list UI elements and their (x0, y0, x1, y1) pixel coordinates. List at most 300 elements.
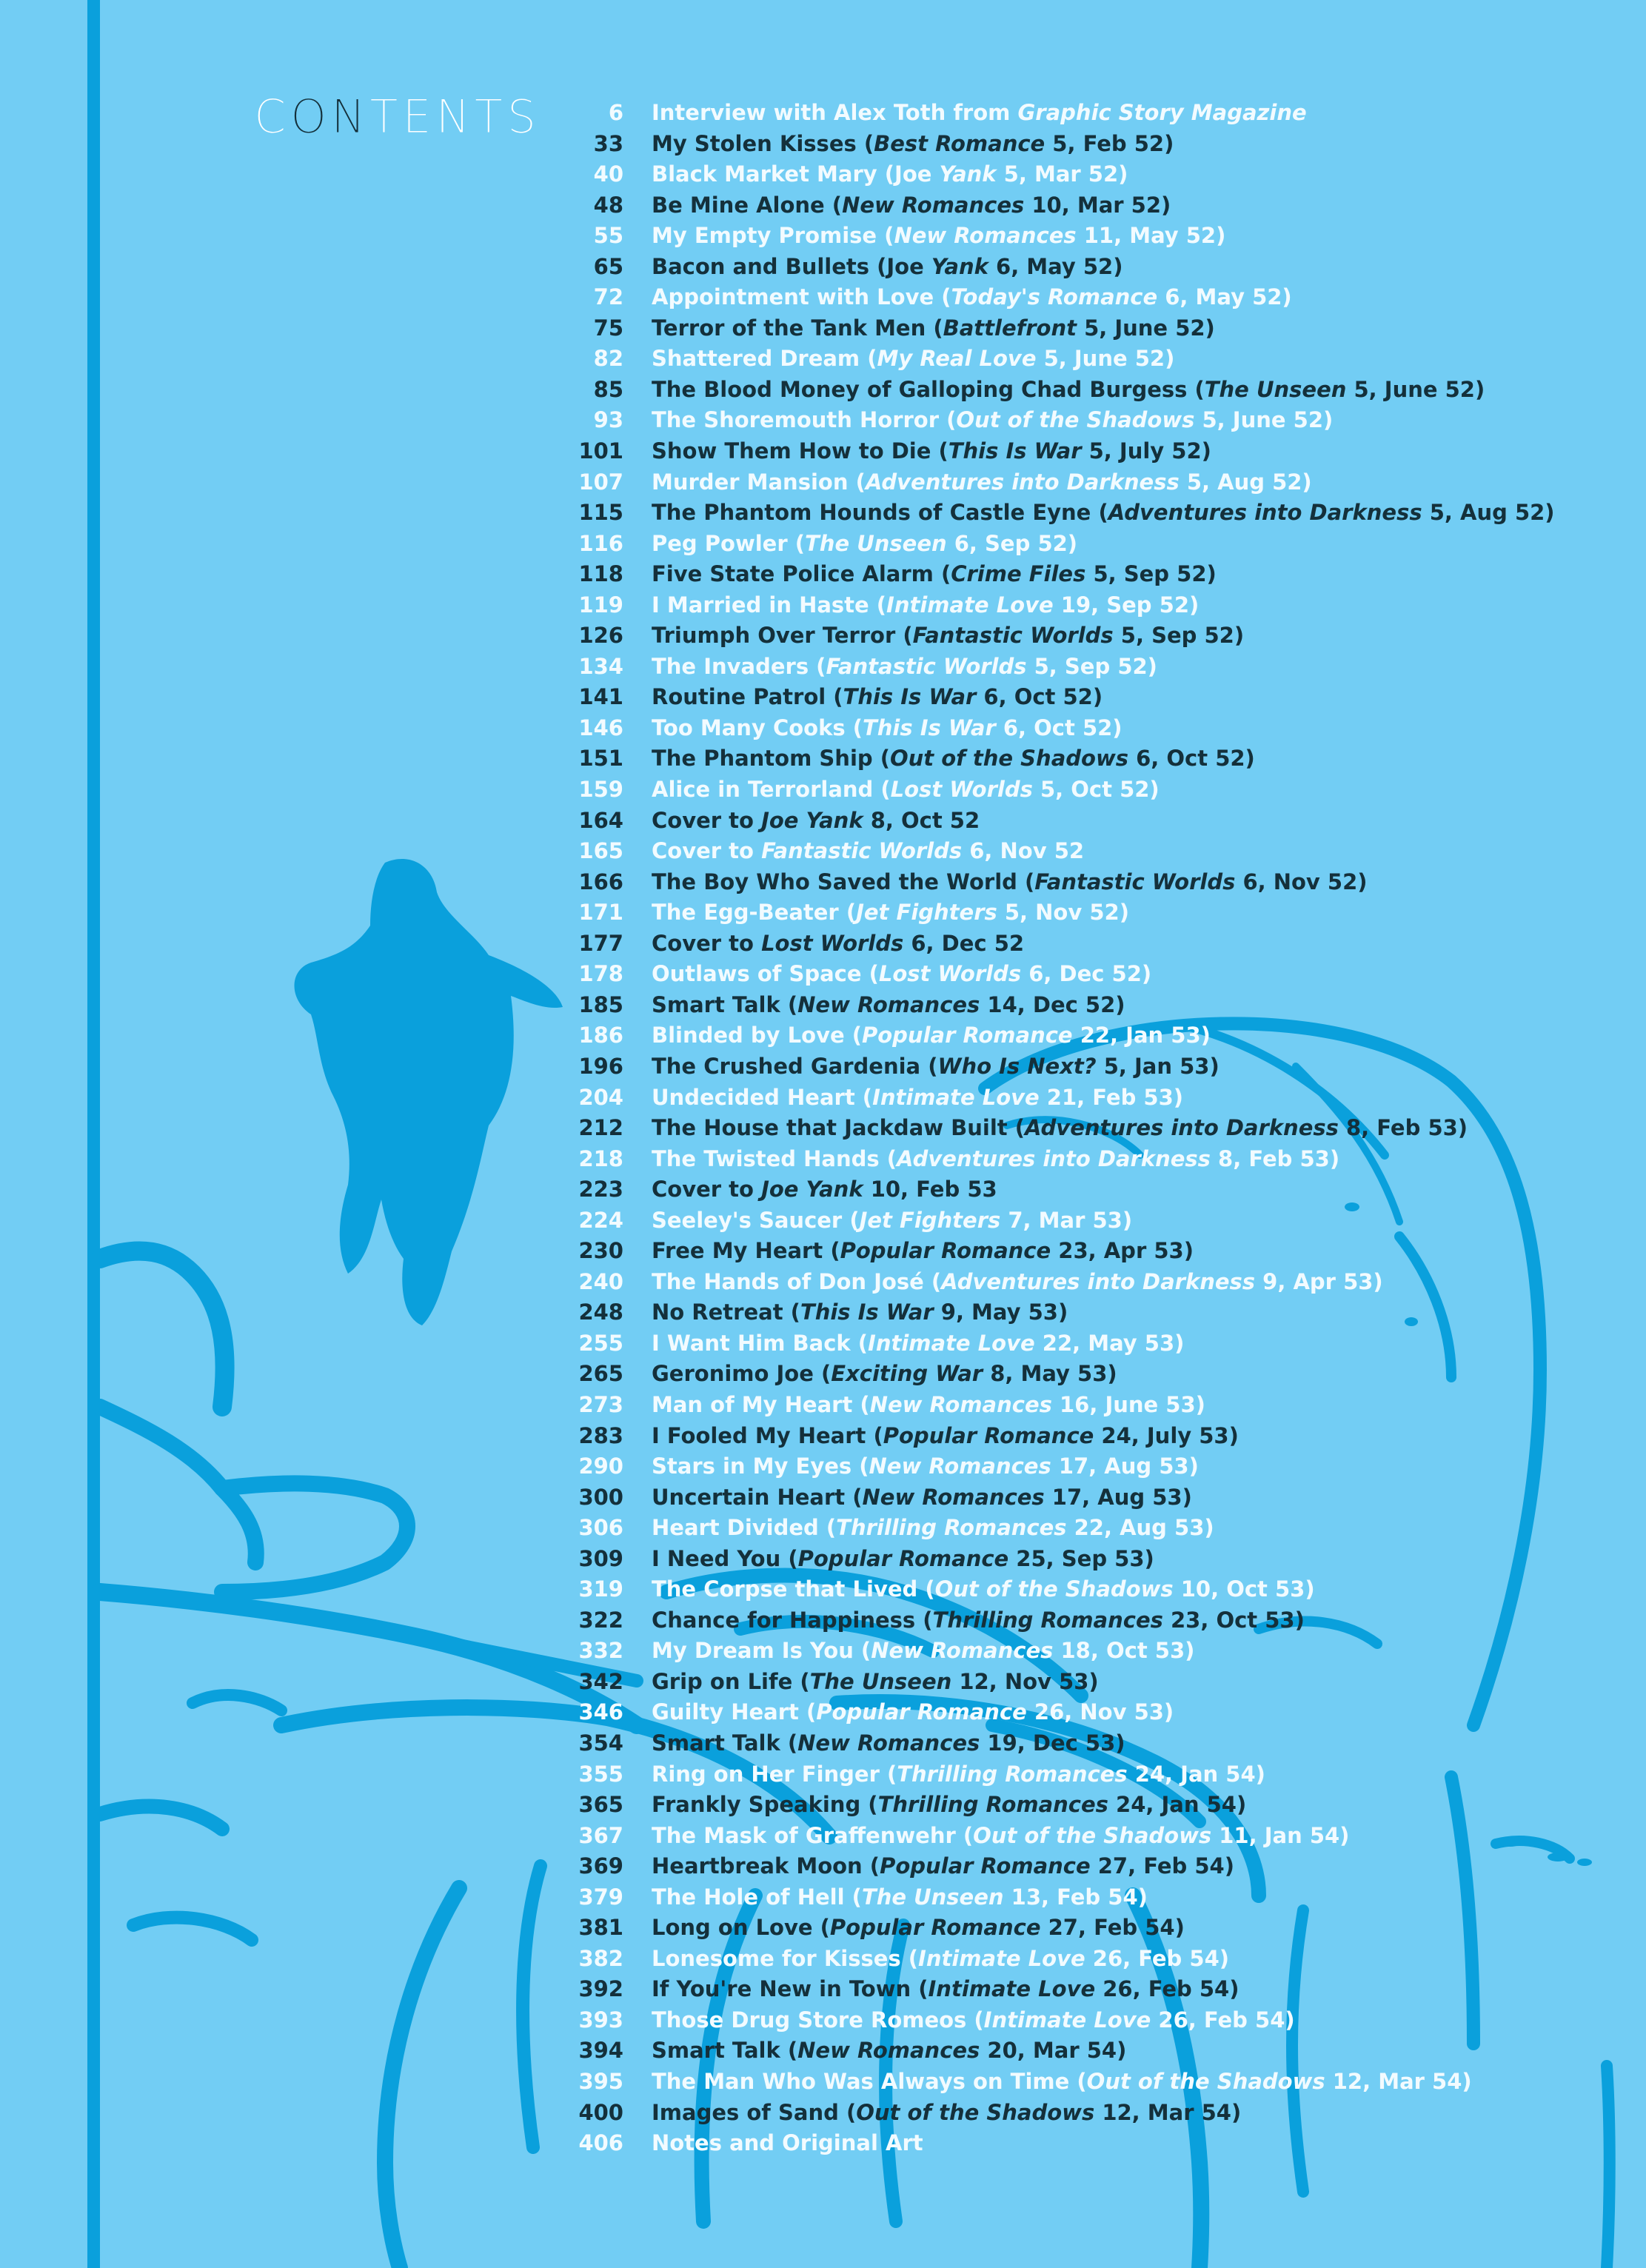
toc-title (652, 867, 1368, 898)
toc-text: 22, Jan 53) (1072, 1023, 1211, 1048)
toc-series-title: Lost Worlds (890, 777, 1033, 803)
toc-title (652, 990, 1125, 1021)
toc-page-number: 218 (578, 1145, 623, 1171)
toc-entry (548, 282, 1614, 313)
toc-title (652, 897, 1129, 929)
toc-title (652, 1790, 1246, 1821)
toc-series-title: Lost Worlds (761, 930, 904, 956)
toc-text: 13, Feb 54) (1003, 1884, 1148, 1910)
toc-text: 12, Nov 53) (951, 1668, 1099, 1694)
toc-entry (548, 590, 1614, 621)
toc-text: 21, Feb 53) (1039, 1084, 1184, 1110)
toc-text: 10, Mar 52) (1024, 192, 1171, 218)
toc-text: 8, Oct 52 (863, 807, 980, 833)
toc-title (652, 1083, 1183, 1114)
toc-series-title: New Romances (862, 1484, 1045, 1510)
toc-series-title: Joe Yank (761, 807, 863, 833)
toc-entry (548, 313, 1614, 344)
toc-entry (548, 1144, 1614, 1175)
toc-series-title: Graphic Story Magazine (1017, 100, 1307, 125)
toc-series-title: Out of the Shadows (973, 1822, 1212, 1848)
toc-page-number: 367 (578, 1822, 623, 1848)
toc-series-title: Intimate Love (872, 1084, 1040, 1110)
toc-entry (548, 1667, 1614, 1698)
toc-series-title: New Romances (797, 2038, 980, 2064)
toc-text: The Egg-Beater ( (652, 900, 857, 926)
toc-title (652, 282, 1292, 313)
toc-text: 5, Mar 52) (996, 161, 1128, 187)
toc-page-number: 354 (578, 1730, 623, 1756)
toc-entry (548, 1328, 1614, 1359)
toc-text: 5, June 52) (1076, 315, 1215, 341)
toc-page-number: 171 (578, 900, 623, 926)
toc-title (652, 2098, 1241, 2129)
toc-series-title: Who Is Next? (937, 1053, 1097, 1079)
toc-text: The Invaders ( (652, 653, 826, 679)
toc-entry (548, 1574, 1614, 1605)
toc-page-number: 223 (578, 1177, 623, 1202)
toc-text: Free My Heart ( (652, 1238, 840, 1264)
toc-text: Terror of the Tank Men ( (652, 315, 943, 341)
toc-entry (548, 1697, 1614, 1728)
left-border-bar (87, 0, 100, 2268)
toc-title (652, 1205, 1132, 1237)
toc-page-number: 393 (578, 2007, 623, 2033)
toc-page-number: 224 (578, 1207, 623, 1233)
toc-page-number: 212 (578, 1115, 623, 1141)
toc-entry (548, 1851, 1614, 1882)
toc-entry (548, 1882, 1614, 1913)
toc-title (652, 252, 1123, 283)
toc-entry (548, 1083, 1614, 1114)
toc-text: Grip on Life ( (652, 1668, 810, 1694)
toc-text: Lonesome for Kisses ( (652, 1945, 919, 1971)
toc-entry (548, 405, 1614, 436)
toc-entry (548, 1605, 1614, 1636)
toc-page-number: 48 (593, 192, 623, 218)
toc-series-title: Intimate Love (918, 1945, 1085, 1971)
toc-title (652, 221, 1225, 252)
toc-text: 22, Aug 53) (1066, 1515, 1214, 1541)
toc-text: The Crushed Gardenia ( (652, 1053, 938, 1079)
toc-page-number: 369 (578, 1853, 623, 1879)
toc-title (652, 1451, 1199, 1482)
toc-title (652, 929, 1024, 960)
toc-text: 24, Jan 54) (1108, 1792, 1247, 1818)
toc-text: 26, Feb 54) (1085, 1945, 1230, 1971)
toc-series-title: Adventures into Darkness (865, 469, 1180, 495)
toc-page-number: 322 (578, 1607, 623, 1633)
toc-page-number: 332 (578, 1638, 623, 1664)
toc-text: The House that Jackdaw Built ( (652, 1115, 1025, 1141)
toc-entry (548, 836, 1614, 867)
toc-page-number: 151 (578, 746, 623, 772)
toc-entry (548, 2005, 1614, 2036)
toc-entry (548, 1482, 1614, 1513)
toc-page-number: 290 (578, 1454, 623, 1479)
toc-series-title: Fantastic Worlds (826, 653, 1027, 679)
toc-text: 17, Aug 53) (1051, 1454, 1199, 1479)
toc-entry (548, 743, 1614, 775)
toc-page-number: 178 (578, 961, 623, 987)
toc-title (652, 1544, 1154, 1575)
toc-text: The Hole of Hell ( (652, 1884, 862, 1910)
toc-text: 6, Nov 52) (1235, 869, 1368, 894)
toc-text: I Need You ( (652, 1545, 798, 1571)
toc-text: 27, Feb 54) (1090, 1853, 1234, 1879)
toc-title (652, 1667, 1099, 1698)
toc-title (652, 1636, 1194, 1667)
toc-entry (548, 2067, 1614, 2098)
toc-text: 5, Sep 52) (1113, 623, 1245, 649)
toc-entry (548, 1944, 1614, 1975)
toc-title (652, 2128, 923, 2159)
toc-title (652, 129, 1174, 160)
toc-series-title: This Is War (862, 715, 996, 740)
toc-page-number: 309 (578, 1545, 623, 1571)
toc-entry (548, 620, 1614, 652)
falling-figure-silhouette (295, 859, 563, 1325)
toc-series-title: Thrilling Romances (932, 1607, 1163, 1633)
toc-entry (548, 221, 1614, 252)
toc-title (652, 1821, 1349, 1852)
toc-text: 9, Apr 53) (1255, 1268, 1383, 1294)
toc-entry (548, 1544, 1614, 1575)
toc-text: The Phantom Hounds of Castle Eyne ( (652, 500, 1108, 526)
toc-page-number: 300 (578, 1484, 623, 1510)
toc-series-title: New Romances (869, 1391, 1052, 1417)
toc-text: Geronimo Joe ( (652, 1361, 832, 1387)
toc-entry (548, 159, 1614, 190)
toc-text: 6, Dec 52 (903, 930, 1025, 956)
toc-title (652, 405, 1333, 436)
toc-title (652, 1697, 1174, 1728)
toc-series-title: Thrilling Romances (877, 1792, 1108, 1818)
toc-text: Interview with Alex Toth from (652, 100, 1018, 125)
table-of-contents (548, 98, 1614, 2159)
toc-entry (548, 1020, 1614, 1051)
toc-entry (548, 990, 1614, 1021)
toc-text: My Dream Is You ( (652, 1638, 871, 1664)
toc-series-title: Fantastic Worlds (1034, 869, 1236, 894)
toc-title (652, 620, 1244, 652)
toc-text: 24, Jan 54) (1127, 1761, 1265, 1787)
toc-series-title: Fantastic Worlds (761, 838, 963, 864)
toc-title (652, 1359, 1117, 1390)
toc-page-number: 273 (578, 1391, 623, 1417)
toc-entry (548, 1236, 1614, 1267)
toc-series-title: New Romances (797, 991, 980, 1017)
toc-page-number: 177 (578, 930, 623, 956)
toc-page-number: 379 (578, 1884, 623, 1910)
toc-text: 5, Jan 53) (1096, 1053, 1220, 1079)
toc-series-title: This Is War (800, 1299, 934, 1325)
toc-page-number: 159 (578, 777, 623, 803)
toc-series-title: Thrilling Romances (836, 1515, 1067, 1541)
toc-title (652, 436, 1211, 467)
toc-series-title: Out of the Shadows (1086, 2069, 1325, 2094)
toc-entry (548, 682, 1614, 713)
toc-series-title: The Unseen (1204, 376, 1347, 402)
toc-text: 24, July 53) (1094, 1422, 1239, 1448)
toc-entry (548, 1205, 1614, 1237)
toc-page-number: 101 (578, 438, 623, 464)
toc-series-title: Joe Yank (761, 1177, 863, 1202)
toc-text: 9, May 53) (933, 1299, 1068, 1325)
toc-text: 11, May 52) (1076, 223, 1226, 249)
toc-text: Outlaws of Space ( (652, 961, 879, 987)
toc-page-number: 146 (578, 715, 623, 740)
toc-entry (548, 1267, 1614, 1298)
toc-page-number: 119 (578, 592, 623, 618)
toc-entry (548, 1728, 1614, 1759)
toc-page-number: 392 (578, 1976, 623, 2002)
toc-series-title: This Is War (948, 438, 1082, 464)
toc-entry (548, 529, 1614, 560)
toc-title (652, 836, 1084, 867)
toc-series-title: Out of the Shadows (856, 2099, 1095, 2125)
toc-page-number: 306 (578, 1515, 623, 1541)
toc-series-title: Adventures into Darkness (1025, 1115, 1339, 1141)
toc-text: 6, Oct 52) (976, 684, 1103, 710)
toc-text: Show Them How to Die ( (652, 438, 949, 464)
toc-text: Seeley's Saucer ( (652, 1207, 860, 1233)
toc-title (652, 1328, 1184, 1359)
toc-title (652, 590, 1199, 621)
toc-series-title: New Romances (797, 1730, 980, 1756)
toc-title (652, 1144, 1339, 1175)
toc-text: Ring on Her Finger ( (652, 1761, 897, 1787)
toc-text: 6, Sep 52) (946, 530, 1078, 556)
toc-text: 19, Dec 53) (980, 1730, 1125, 1756)
toc-page-number: 248 (578, 1299, 623, 1325)
toc-text: The Twisted Hands ( (652, 1145, 897, 1171)
toc-entry (548, 775, 1614, 806)
toc-text: 8, Feb 53) (1210, 1145, 1340, 1171)
toc-series-title: Yank (939, 161, 997, 187)
toc-title (652, 498, 1555, 529)
toc-text: The Phantom Ship ( (652, 746, 890, 772)
toc-title (652, 775, 1160, 806)
toc-entry (548, 436, 1614, 467)
toc-text: My Empty Promise ( (652, 223, 894, 249)
toc-text: The Mask of Graffenwehr ( (652, 1822, 974, 1848)
toc-page-number: 33 (593, 130, 623, 156)
toc-text: Black Market Mary (Joe (652, 161, 940, 187)
toc-text: I Married in Haste ( (652, 592, 887, 618)
toc-entry (548, 1174, 1614, 1205)
toc-series-title: Thrilling Romances (897, 1761, 1128, 1787)
toc-text: Notes and Original Art (652, 2130, 923, 2156)
toc-page-number: 55 (593, 223, 623, 249)
toc-page-number: 185 (578, 991, 623, 1017)
toc-series-title: Intimate Love (983, 2007, 1151, 2033)
toc-text: 12, Mar 54) (1325, 2069, 1472, 2094)
toc-entry (548, 1451, 1614, 1482)
toc-entry (548, 252, 1614, 283)
toc-text: 25, Sep 53) (1008, 1545, 1154, 1571)
toc-text: 5, Sep 52) (1085, 561, 1217, 587)
toc-title (652, 1882, 1148, 1913)
toc-entry (548, 2098, 1614, 2129)
toc-title (652, 1974, 1239, 2005)
toc-text: Heart Divided ( (652, 1515, 837, 1541)
toc-title (652, 652, 1157, 683)
toc-entry (548, 1913, 1614, 1944)
toc-entry (548, 1297, 1614, 1328)
toc-text: 12, Mar 54) (1094, 2099, 1242, 2125)
toc-entry (548, 959, 1614, 990)
toc-entry (548, 652, 1614, 683)
toc-entry (548, 129, 1614, 160)
toc-series-title: Jet Fighters (856, 900, 997, 926)
toc-text: 23, Oct 53) (1162, 1607, 1305, 1633)
toc-title (652, 1851, 1234, 1882)
toc-page-number: 166 (578, 869, 623, 894)
toc-text: Heartbreak Moon ( (652, 1853, 880, 1879)
toc-text: 16, June 53) (1051, 1391, 1205, 1417)
toc-text: Those Drug Store Romeos ( (652, 2007, 984, 2033)
toc-text: I Fooled My Heart ( (652, 1422, 883, 1448)
toc-entry (548, 713, 1614, 744)
toc-text: 5, July 52) (1081, 438, 1211, 464)
toc-text: Cover to (652, 1177, 762, 1202)
toc-entry (548, 344, 1614, 375)
toc-text: 23, Apr 53) (1051, 1238, 1194, 1264)
toc-title (652, 2035, 1126, 2067)
toc-text: 22, May 53) (1034, 1330, 1185, 1356)
toc-series-title: Popular Romance (883, 1422, 1094, 1448)
toc-text: The Corpse that Lived ( (652, 1576, 935, 1602)
toc-entry (548, 1759, 1614, 1790)
toc-page-number: 72 (593, 284, 623, 310)
toc-series-title: New Romances (869, 1454, 1051, 1479)
toc-text: 10, Feb 53 (863, 1177, 997, 1202)
toc-text: 17, Aug 53) (1044, 1484, 1192, 1510)
toc-series-title: Fantastic Worlds (912, 623, 1114, 649)
toc-entry (548, 806, 1614, 837)
toc-text: 18, Oct 53) (1053, 1638, 1195, 1664)
toc-text: Be Mine Alone ( (652, 192, 843, 218)
toc-entry (548, 1113, 1614, 1144)
toc-text: Long on Love ( (652, 1915, 830, 1941)
toc-page-number: 134 (578, 653, 623, 679)
toc-title (652, 1236, 1194, 1267)
toc-entry (548, 1636, 1614, 1667)
toc-text: 20, Mar 54) (980, 2038, 1127, 2064)
toc-text: Images of Sand ( (652, 2099, 857, 2125)
toc-page-number: 406 (578, 2130, 623, 2156)
toc-entry (548, 190, 1614, 221)
toc-text: 5, June 52) (1036, 346, 1175, 372)
toc-text: Guilty Heart ( (652, 1699, 817, 1725)
toc-text: The Boy Who Saved the World ( (652, 869, 1035, 894)
toc-page-number: 116 (578, 530, 623, 556)
toc-page-number: 240 (578, 1268, 623, 1294)
toc-title (652, 1944, 1229, 1975)
toc-page-number: 394 (578, 2038, 623, 2064)
toc-text: Murder Mansion ( (652, 469, 866, 495)
toc-title (652, 467, 1312, 498)
toc-title (652, 1605, 1305, 1636)
toc-series-title: Adventures into Darkness (1108, 500, 1422, 526)
toc-series-title: Yank (931, 253, 988, 279)
toc-text: 26, Feb 54) (1095, 1976, 1239, 2002)
toc-text: Shattered Dream ( (652, 346, 877, 372)
toc-title (652, 2005, 1295, 2036)
contents-heading: CONTENTS (254, 90, 541, 144)
toc-entry (548, 1390, 1614, 1421)
toc-title (652, 2067, 1472, 2098)
toc-entry (548, 98, 1614, 129)
toc-page-number: 382 (578, 1945, 623, 1971)
toc-page-number: 93 (593, 407, 623, 433)
toc-page-number: 186 (578, 1023, 623, 1048)
toc-series-title: Out of the Shadows (956, 407, 1195, 433)
toc-title (652, 344, 1174, 375)
toc-page-number: 255 (578, 1330, 623, 1356)
toc-series-title: Adventures into Darkness (897, 1145, 1211, 1171)
toc-text: 5, Sep 52) (1026, 653, 1157, 679)
toc-title (652, 1267, 1383, 1298)
toc-page-number: 395 (578, 2069, 623, 2094)
toc-page-number: 65 (593, 253, 623, 279)
toc-entry (548, 1513, 1614, 1544)
toc-text: 6, Nov 52 (962, 838, 1085, 864)
toc-text: Cover to (652, 807, 762, 833)
toc-entry (548, 375, 1614, 406)
toc-title (652, 959, 1151, 990)
toc-page-number: 196 (578, 1053, 623, 1079)
toc-series-title: Intimate Love (868, 1330, 1035, 1356)
toc-text: I Want Him Back ( (652, 1330, 869, 1356)
toc-entry (548, 1051, 1614, 1083)
toc-title (652, 1759, 1265, 1790)
toc-text: The Hands of Don José ( (652, 1268, 942, 1294)
toc-series-title: The Unseen (809, 1668, 952, 1694)
toc-text: 5, June 52) (1346, 376, 1485, 402)
toc-series-title: Out of the Shadows (890, 746, 1129, 772)
toc-entry (548, 1421, 1614, 1452)
toc-series-title: The Unseen (861, 1884, 1004, 1910)
toc-text: 27, Feb 54) (1040, 1915, 1185, 1941)
toc-title (652, 1051, 1220, 1083)
toc-page-number: 230 (578, 1238, 623, 1264)
toc-page-number: 355 (578, 1761, 623, 1787)
toc-page-number: 381 (578, 1915, 623, 1941)
toc-text: 5, Nov 52) (997, 900, 1129, 926)
toc-title (652, 1913, 1185, 1944)
toc-series-title: New Romances (871, 1638, 1054, 1664)
toc-page-number: 85 (593, 376, 623, 402)
toc-title (652, 98, 1307, 129)
toc-page-number: 346 (578, 1699, 623, 1725)
toc-page-number: 265 (578, 1361, 623, 1387)
toc-text: Smart Talk ( (652, 991, 798, 1017)
toc-title (652, 682, 1103, 713)
toc-title (652, 1421, 1239, 1452)
toc-page-number: 75 (593, 315, 623, 341)
toc-title (652, 1020, 1211, 1051)
toc-title (652, 743, 1255, 775)
toc-text: 5, Aug 52) (1422, 500, 1555, 526)
toc-text: Triumph Over Terror ( (652, 623, 913, 649)
toc-text: 6, May 52) (1157, 284, 1292, 310)
toc-series-title: Adventures into Darkness (941, 1268, 1256, 1294)
toc-series-title: Popular Romance (816, 1699, 1027, 1725)
toc-text: 26, Feb 54) (1151, 2007, 1295, 2033)
toc-text: The Blood Money of Galloping Chad Burgess ( (652, 376, 1205, 402)
